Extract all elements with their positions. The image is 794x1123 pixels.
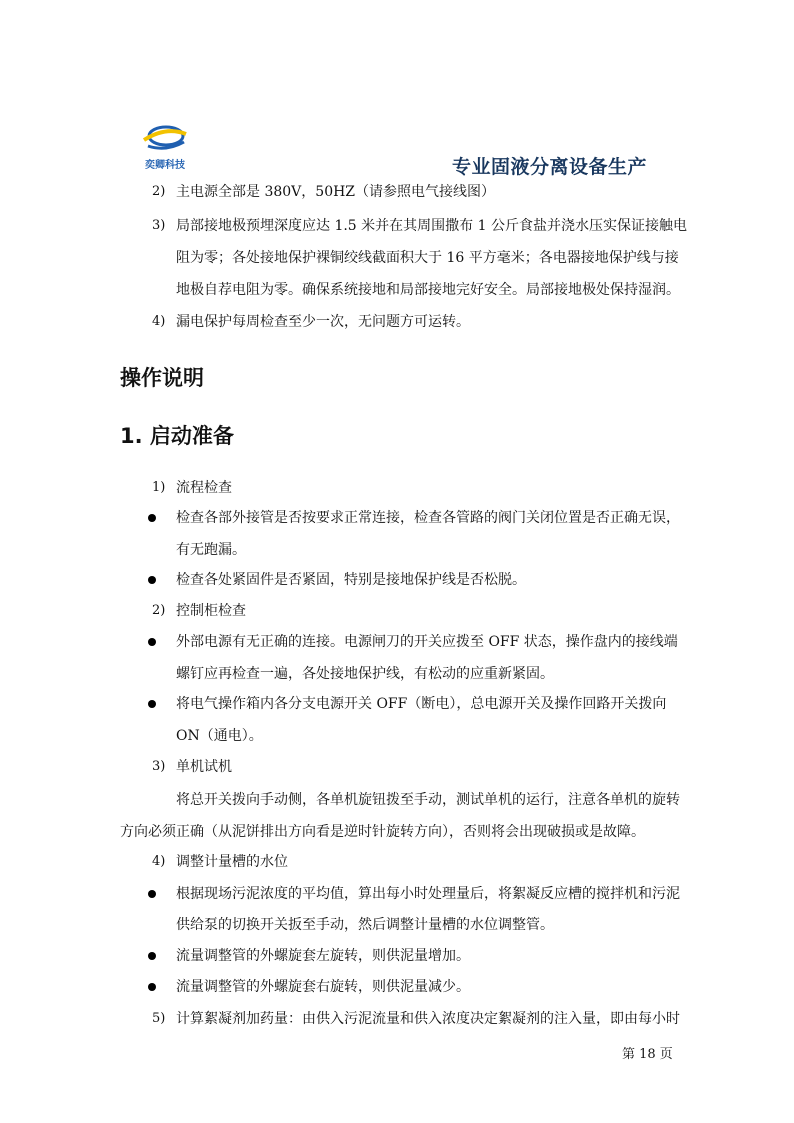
- header-title: 专业固液分离设备生产: [452, 156, 648, 178]
- bullet-icon: [148, 700, 156, 708]
- item-text: 地极自荐电阻为零。确保系统接地和局部接地完好安全。局部接地极处保持湿润。: [176, 282, 680, 298]
- step-title: 调整计量槽的水位: [176, 854, 288, 870]
- bullet-icon: [148, 890, 156, 898]
- item-text: 主电源全部是 380V，50HZ（请参照电气接线图）: [176, 184, 496, 200]
- section-title: 操作说明: [120, 366, 204, 390]
- page-number: 第 18 页: [622, 1047, 673, 1062]
- bullet-text: 检查各部外接管是否按要求正常连接，检查各管路的阀门关闭位置是否正确无误，: [176, 510, 680, 526]
- bullet-text: 将电气操作箱内各分支电源开关 OFF（断电），总电源开关及操作回路开关拨向: [176, 696, 667, 712]
- paragraph-text: 将总开关拨向手动侧，各单机旋钮拨至手动，测试单机的运行，注意各单机的旋转: [176, 792, 680, 808]
- item-text: 局部接地极预埋深度应达 1.5 米并在其周围撒布 1 公斤食盐并浇水压实保证接触电: [176, 218, 687, 234]
- step-number: 2): [152, 603, 166, 618]
- bullet-text: 流量调整管的外螺旋套右旋转，则供泥量减少。: [176, 979, 470, 995]
- item-number: 3): [152, 218, 166, 233]
- step-number: 4): [152, 854, 166, 869]
- bullet-text: ON（通电）。: [176, 728, 263, 744]
- bullet-icon: [148, 514, 156, 522]
- item-text: 漏电保护每周检查至少一次，无问题方可运转。: [176, 314, 470, 330]
- paragraph-text: 方向必须正确（从泥饼排出方向看是逆时针旋转方向），否则将会出现破损或是故障。: [120, 824, 645, 840]
- step-number: 1): [152, 480, 166, 495]
- bullet-text: 有无跑漏。: [176, 542, 246, 558]
- bullet-icon: [148, 952, 156, 960]
- logo-text: 奕卿科技: [145, 160, 185, 171]
- bullet-icon: [148, 576, 156, 584]
- step-number: 5): [152, 1011, 166, 1026]
- bullet-text: 根据现场污泥浓度的平均值，算出每小时处理量后，将絮凝反应槽的搅拌机和污泥: [176, 886, 680, 902]
- step-number: 3): [152, 759, 166, 774]
- bullet-icon: [148, 638, 156, 646]
- step-text: 计算絮凝剂加药量：由供入污泥流量和供入浓度决定絮凝剂的注入量，即由每小时: [176, 1011, 680, 1027]
- step-title: 单机试机: [176, 759, 232, 775]
- item-number: 2): [152, 184, 166, 199]
- bullet-text: 螺钉应再检查一遍，各处接地保护线，有松动的应重新紧固。: [176, 666, 554, 682]
- item-text: 阻为零；各处接地保护裸铜绞线截面积大于 16 平方毫米；各电器接地保护线与接: [176, 250, 679, 266]
- company-logo: [136, 118, 194, 176]
- subsection-title: 1. 启动准备: [120, 424, 234, 448]
- step-title: 流程检查: [176, 480, 232, 496]
- bullet-text: 检查各处紧固件是否紧固，特别是接地保护线是否松脱。: [176, 572, 526, 588]
- bullet-text: 外部电源有无正确的连接。电源闸刀的开关应拨至 OFF 状态，操作盘内的接线端: [176, 634, 678, 650]
- item-number: 4): [152, 314, 166, 329]
- bullet-text: 流量调整管的外螺旋套左旋转，则供泥量增加。: [176, 948, 470, 964]
- bullet-icon: [148, 983, 156, 991]
- bullet-text: 供给泵的切换开关扳至手动，然后调整计量槽的水位调整管。: [176, 917, 554, 933]
- step-title: 控制柜检查: [176, 603, 246, 619]
